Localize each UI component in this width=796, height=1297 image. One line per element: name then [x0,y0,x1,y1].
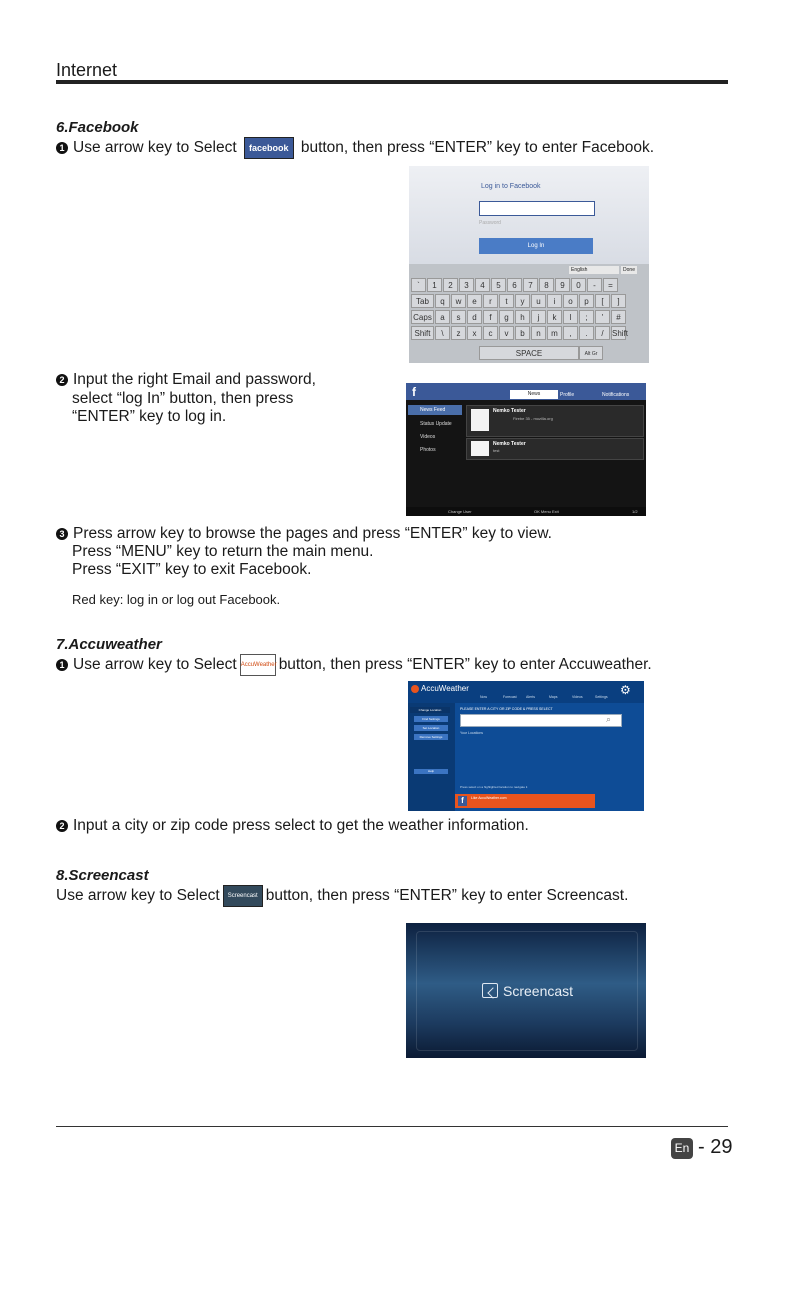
keyboard-key[interactable]: o [563,294,578,308]
screencast-button-icon: Screencast [223,885,263,907]
tab-news[interactable]: News [510,390,558,399]
accuweather-brand: AccuWeather [421,684,469,693]
keyboard-key[interactable]: g [499,310,514,324]
login-title: Log in to Facebook [481,183,541,190]
keyboard-key[interactable]: w [451,294,466,308]
facebook-step3-line1: 3 Press arrow key to browse the pages and press “ENTER” key to view. [56,525,552,543]
keyboard-key[interactable]: # [611,310,626,324]
accuweather-screenshot [408,681,644,811]
step-number-3: 3 [56,528,68,540]
keyboard-key[interactable]: Caps [411,310,434,324]
keyboard-key[interactable]: h [515,310,530,324]
keyboard-key[interactable]: i [547,294,562,308]
keyboard-key[interactable]: z [451,326,466,340]
keyboard-key[interactable]: v [499,326,514,340]
screencast-screenshot [406,923,646,1058]
facebook-logo-icon: f [412,385,416,399]
keyboard-key[interactable]: Tab [411,294,434,308]
keyboard-key[interactable]: 4 [475,278,490,292]
facebook-step1-post: button, then press “ENTER” key to enter Facebook. [300,139,655,157]
facebook-step3-line3: Press “EXIT” key to exit Facebook. [72,561,312,578]
keyboard-key[interactable]: 3 [459,278,474,292]
accuweather-step2: 2 Input a city or zip code press select to get the weather information. [56,817,529,835]
keyboard-key[interactable]: b [515,326,530,340]
accuweather-side-button[interactable]: Set Location [414,725,448,731]
keyboard-key[interactable]: k [547,310,562,324]
keyboard-key[interactable]: ` [411,278,426,292]
facebook-step3-line2: Press “MENU” key to return the main menu. [72,543,374,560]
accuweather-button-icon: AccuWeather [240,654,276,676]
keyboard-key[interactable]: Shift [411,326,434,340]
menu-photos[interactable]: Photos [420,447,436,453]
header-rule [56,80,728,84]
tab-profile[interactable]: Profile [560,392,575,398]
menu-status-update[interactable]: Status Update [420,421,452,427]
keyboard-key[interactable]: Shift [611,326,626,340]
step-number-2: 2 [56,820,68,832]
accuweather-nav-maps[interactable]: Maps [549,695,558,699]
keyboard-key[interactable]: p [579,294,594,308]
footer-rule [56,1126,728,1127]
help-button[interactable]: Help [414,769,448,774]
keyboard-key[interactable]: 5 [491,278,506,292]
keyboard-key[interactable]: n [531,326,546,340]
search-icon: ⌕ [606,714,612,724]
keyboard-done-button[interactable]: Done [621,266,637,274]
keyboard-key[interactable]: \ [435,326,450,340]
feed-post[interactable]: Nemko Tester test [466,438,644,460]
section-heading-facebook: 6.Facebook [56,119,139,136]
menu-news-feed[interactable]: News Feed [408,405,462,415]
keyboard-key[interactable]: 1 [427,278,442,292]
language-select[interactable]: English [569,266,619,274]
your-locations-label: Your Locations [460,731,484,735]
keyboard-key[interactable]: t [499,294,514,308]
onscreen-keyboard [409,264,649,363]
accuweather-side-button[interactable]: Find Settings [414,716,448,722]
facebook-like-icon: f [458,796,467,806]
space-key[interactable]: SPACE [479,346,579,360]
facebook-step2-line2: select “log In” button, then press [72,390,294,407]
screencast-icon [482,983,498,998]
like-banner[interactable]: f Like AccuWeather.com [455,794,595,808]
email-field[interactable] [479,201,595,216]
section-heading-accuweather: 7.Accuweather [56,636,162,653]
facebook-app-screenshot: f News Profile Notifications News Feed Status Update Videos Photos Nemko Tester Firebe 35 - mozilla.org Nemko Tester test Change User OK Menu Exit 1/2 [406,383,646,516]
keyboard-key[interactable]: y [515,294,530,308]
keyboard-key[interactable]: 8 [539,278,554,292]
facebook-button-icon: facebook [244,137,294,159]
facebook-step1-pre: Use arrow key to Select [73,139,237,157]
location-hint: Press select on a highlighted location to navigate it [460,785,528,789]
keyboard-key[interactable]: , [563,326,578,340]
accuweather-nav-videos[interactable]: Videos [572,695,583,699]
facebook-login-screenshot [409,166,649,363]
password-field[interactable]: Password [479,220,501,226]
keyboard-key[interactable]: 9 [555,278,570,292]
city-zip-search-input[interactable] [460,714,622,727]
keyboard-key[interactable]: . [579,326,594,340]
keyboard-key[interactable]: 7 [523,278,538,292]
keyboard-key[interactable]: q [435,294,450,308]
keyboard-key[interactable]: u [531,294,546,308]
accuweather-logo-icon [411,685,419,693]
keyboard-key[interactable]: 2 [443,278,458,292]
feed-post[interactable]: Nemko Tester Firebe 35 - mozilla.org [466,405,644,437]
keyboard-key[interactable]: f [483,310,498,324]
keyboard-key[interactable]: x [467,326,482,340]
keyboard-key[interactable]: l [563,310,578,324]
accuweather-nav-now[interactable]: Now [480,695,488,699]
keyboard-key[interactable]: a [435,310,450,324]
section-heading-screencast: 8.Screencast [56,867,149,884]
accuweather-side-button[interactable]: Remove Settings [414,734,448,740]
keyboard-key[interactable]: e [467,294,482,308]
accuweather-step1: 1 Use arrow key to Select AccuWeather button, then press “ENTER” key to enter Accuweather. [56,654,652,676]
keyboard-key[interactable]: c [483,326,498,340]
facebook-step2-line3: “ENTER” key to log in. [72,408,227,425]
step-number-2: 2 [56,374,68,386]
accuweather-side-button[interactable]: Change Location [410,707,450,713]
settings-gear-icon[interactable]: ⚙ [620,683,631,697]
tab-notifications[interactable]: Notifications [602,392,630,398]
altgr-key[interactable]: Alt Gr [579,346,603,360]
keyboard-key[interactable]: j [531,310,546,324]
menu-videos[interactable]: Videos [420,434,436,440]
screencast-label: Screencast [503,983,574,999]
step-number-1: 1 [56,659,68,671]
keyboard-key[interactable]: s [451,310,466,324]
keyboard-key[interactable]: [ [595,294,610,308]
page-header-title: Internet [56,60,118,80]
keyboard-key[interactable]: - [587,278,602,292]
keyboard-key[interactable]: 6 [507,278,522,292]
accuweather-nav-settings[interactable]: Settings [595,695,608,699]
keyboard-key[interactable]: m [547,326,562,340]
language-badge: En [671,1138,693,1159]
keyboard-key[interactable]: ; [579,310,594,324]
red-key-note: Red key: log in or log out Facebook. [72,592,281,607]
keyboard-key[interactable]: ' [595,310,610,324]
step-number-1: 1 [56,142,68,154]
keyboard-key[interactable]: 0 [571,278,586,292]
page-number: - 29 [698,1136,733,1158]
screencast-step: Use arrow key to Select Screencast button, then press “ENTER” key to enter Screencast. [56,885,628,907]
facebook-step1 [56,137,654,159]
keyboard-key[interactable]: / [595,326,610,340]
accuweather-nav-alerts[interactable]: Alerts [526,695,535,699]
login-button[interactable]: Log In [479,238,593,254]
keyboard-key[interactable]: r [483,294,498,308]
city-prompt: PLEASE ENTER A CITY OR ZIP CODE & PRESS SELECT [460,707,553,711]
keyboard-key[interactable]: d [467,310,482,324]
accuweather-nav-forecast[interactable]: Forecast [503,695,517,699]
facebook-step2-line1: 2 Input the right Email and password, [56,371,316,389]
keyboard-key[interactable]: = [603,278,618,292]
keyboard-key[interactable]: ] [611,294,626,308]
